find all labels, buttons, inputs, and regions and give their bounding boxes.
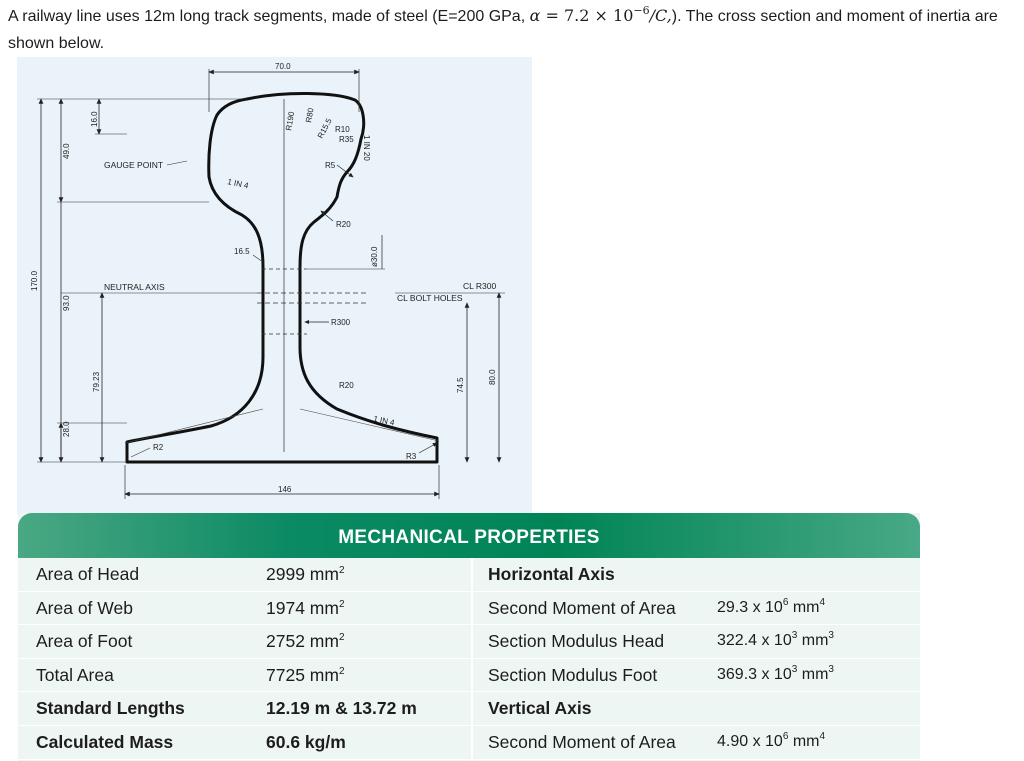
r300-web-label: R300: [331, 318, 351, 327]
rail-profile-svg: [17, 57, 532, 515]
axis-property-label: Section Modulus Head: [488, 631, 665, 652]
properties-title: MECHANICAL PROPERTIES: [18, 513, 920, 558]
head-height-label: 49.0: [62, 143, 71, 159]
rail-outline: [127, 93, 437, 462]
alpha-unit: /C,: [649, 6, 672, 25]
equals-sign: =: [540, 6, 564, 25]
properties-body: [18, 558, 920, 760]
axis-value-part: 29.3 x 10: [717, 598, 783, 616]
axis-value-part: 3: [828, 663, 834, 675]
r155-label: R15.5: [315, 116, 334, 140]
property-row: [18, 625, 920, 659]
web-half-label: 16.5: [234, 247, 250, 256]
r20-bottom-label: R20: [339, 381, 354, 390]
property-label: Area of Foot: [36, 631, 133, 652]
property-value: [266, 592, 345, 624]
r20-top-label: R20: [336, 220, 351, 229]
r190-label: R190: [284, 110, 297, 132]
property-value-text: 1974 mm: [266, 597, 339, 618]
axis-property-label: Second Moment of Area: [488, 731, 676, 752]
property-row: [18, 692, 920, 726]
gauge-point-label: GAUGE POINT: [104, 160, 164, 170]
axis-property-label: Vertical Axis: [488, 698, 592, 719]
axis-value-part: 369.3 x 10: [717, 665, 792, 683]
property-value-text: 2752 mm: [266, 631, 339, 652]
hole-dia-label: ø30.0: [370, 246, 379, 267]
property-value-exponent: 2: [338, 598, 345, 610]
cl-r300-label: CL R300: [463, 281, 497, 291]
problem-text-before: A railway line uses 12m long track segments, made of steel (E=200 GPa,: [8, 8, 530, 25]
alpha-coefficient: 7.2 × 10: [563, 6, 634, 25]
r3-label: R3: [406, 452, 417, 461]
alpha-symbol: α: [529, 6, 541, 25]
property-value: [266, 625, 345, 657]
property-value-text: 7725 mm: [266, 664, 339, 685]
axis-value-part: 6: [782, 730, 789, 742]
axis-property-label: Second Moment of Area: [488, 597, 676, 618]
axis-value-part: mm: [788, 732, 820, 750]
r35-label: R35: [339, 135, 354, 144]
rail-cross-section-drawing: [17, 57, 532, 515]
axis-property-value: [717, 726, 825, 758]
axis-property-value: [717, 625, 834, 657]
foot-height-label: 28.0: [62, 421, 71, 437]
property-value: [266, 659, 345, 691]
property-value: [266, 692, 417, 724]
cl-bolt-holes-label: CL BOLT HOLES: [397, 293, 463, 303]
base-width-label: 146: [278, 485, 292, 494]
problem-text-after: ). The cross section and moment of inertia are shown below.: [8, 8, 998, 52]
mechanical-properties-table: [18, 513, 920, 761]
axis-value-part: 322.4 x 10: [717, 632, 792, 650]
property-label: Standard Lengths: [36, 698, 185, 719]
property-label: Area of Web: [36, 597, 133, 618]
property-value: [266, 558, 345, 590]
property-value-exponent: 2: [338, 565, 345, 576]
axis-value-part: mm: [797, 632, 829, 650]
property-row: [18, 558, 920, 592]
left-slope-label: 1 IN 4: [226, 177, 250, 191]
axis-value-part: 3: [791, 630, 798, 642]
property-value-text: 60.6 kg/m: [266, 731, 346, 752]
property-label: Calculated Mass: [36, 731, 174, 752]
property-value-text: 12.19 m & 13.72 m: [266, 698, 417, 719]
axis-value-part: 3: [828, 630, 834, 642]
axis-property-value: [717, 659, 834, 691]
axis-property-label: Section Modulus Foot: [488, 664, 658, 685]
top-width-label: 70.0: [275, 62, 291, 71]
axis-value-part: 6: [782, 596, 789, 608]
r80-label: R80: [304, 107, 316, 124]
axis-value-part: 4: [819, 730, 826, 742]
head-top-label: 16.0: [90, 111, 99, 127]
foot-slope-label: 1 IN 4: [372, 414, 396, 428]
r10-label: R10: [335, 125, 350, 134]
property-value-exponent: 2: [338, 665, 345, 677]
r2-label: R2: [153, 443, 164, 452]
axis-value-part: mm: [788, 598, 820, 616]
alpha-expression: [530, 6, 672, 25]
axis-value-part: 3: [791, 663, 798, 675]
problem-statement: [8, 2, 1018, 57]
axis-property-value: [717, 592, 825, 624]
property-label: Area of Head: [36, 564, 140, 584]
property-value: [266, 726, 346, 758]
axis-value-part: 4: [819, 596, 826, 608]
axis-value-part: 4.90 x 10: [717, 732, 783, 750]
right-slope-label: 1 IN 20: [362, 135, 371, 161]
property-label: Total Area: [36, 664, 114, 685]
property-row: [18, 592, 920, 626]
neutral-axis-label: NEUTRAL AXIS: [104, 282, 165, 292]
property-value-text: 2999 mm: [266, 564, 339, 584]
bolt-height-label: 74.5: [456, 377, 465, 393]
total-height-label: 170.0: [30, 270, 39, 291]
property-row: [18, 659, 920, 693]
property-value-exponent: 2: [338, 632, 345, 644]
below-neutral-label: 79.23: [92, 371, 101, 392]
h80-label: 80.0: [488, 369, 497, 385]
to-neutral-label: 93.0: [62, 295, 71, 311]
axis-value-part: mm: [797, 665, 829, 683]
r5-label: R5: [325, 161, 336, 170]
axis-property-label: Horizontal Axis: [488, 564, 615, 584]
alpha-exponent: −6: [633, 4, 650, 17]
property-row: [18, 726, 920, 760]
